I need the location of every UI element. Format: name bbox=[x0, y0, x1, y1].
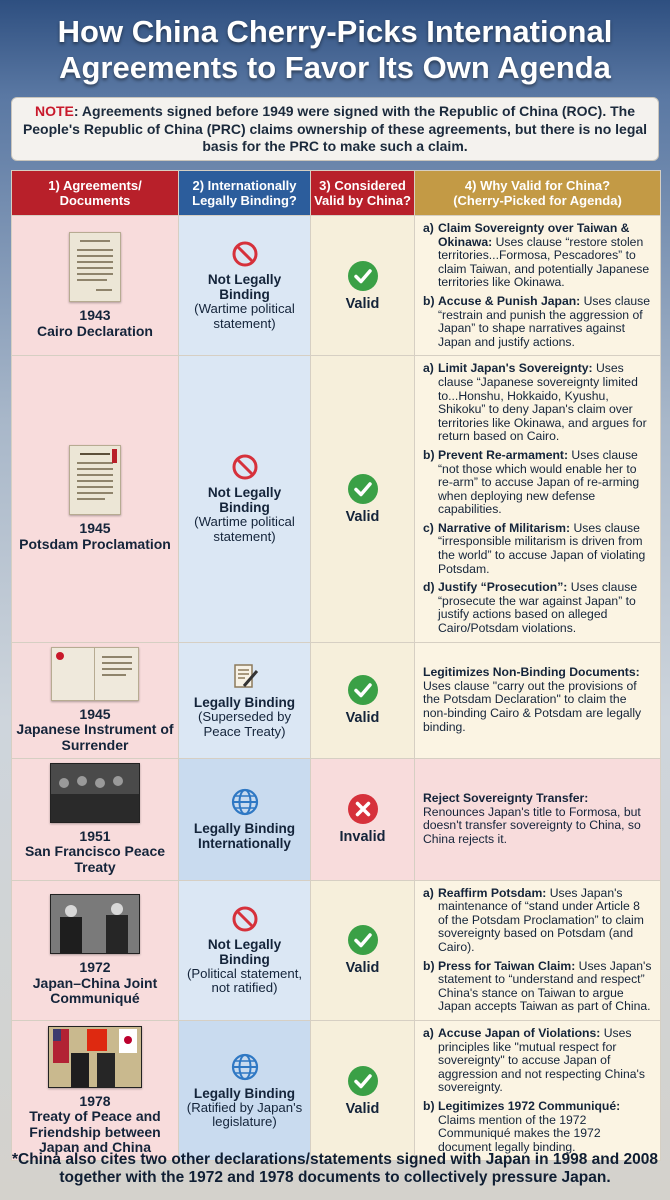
san-francisco-photo bbox=[50, 763, 140, 823]
globe-icon bbox=[230, 787, 260, 817]
prohibited-icon bbox=[231, 240, 259, 268]
legal-cell bbox=[179, 216, 311, 356]
reason-item: b) Legitimizes 1972 Communiqué: Claims mention of the 1972 Communiqué makes the 1972 document legally binding. bbox=[423, 1098, 621, 1154]
cross-icon bbox=[347, 793, 379, 825]
document-cell bbox=[12, 1020, 179, 1160]
globe-icon bbox=[230, 1052, 260, 1082]
header-legally-binding: 2) Internationally Legally Binding? bbox=[179, 171, 311, 216]
table-row bbox=[12, 642, 661, 758]
prohibited-icon bbox=[231, 905, 259, 933]
header-agreements: 1) Agreements/ Documents bbox=[12, 171, 179, 216]
reason-text: Renounces Japan's title to Formosa, but doesn't transfer sovereignty to China, so China rejects it. bbox=[423, 804, 641, 846]
check-icon bbox=[347, 674, 379, 706]
table-row bbox=[12, 216, 661, 356]
reason-cell bbox=[415, 1020, 661, 1160]
reason-heading: Legitimizes Non-Binding Documents: bbox=[423, 665, 640, 680]
reason-text: Uses clause "carry out the provisions of the Potsdam Declaration" to claim the non-binding Cairo & Potsdam are legally binding. bbox=[423, 678, 642, 734]
legal-cell bbox=[179, 356, 311, 642]
legal-status: Legally Binding bbox=[193, 1085, 296, 1101]
reason-item: a) Claim Sovereignty over Taiwan & Okinawa: Uses clause “restore stolen territories...Formosa, Pescadores” to claim Taiwan, and potentially Japanese territories like Okinawa. bbox=[423, 221, 650, 290]
reason-cell bbox=[415, 356, 661, 642]
document-year: 1945 bbox=[79, 705, 111, 722]
document-name: Cairo Declaration bbox=[37, 322, 153, 339]
reason-heading: Reject Sovereignty Transfer: bbox=[423, 790, 589, 805]
table-row bbox=[12, 880, 661, 1020]
legal-cell bbox=[179, 880, 311, 1020]
validity-cell bbox=[311, 758, 415, 880]
document-cell bbox=[12, 216, 179, 356]
reason-item: b) Prevent Re-armament: Uses clause “not those which would enable her to re-arm” to accuse Japan of re-arming when deploying new defense capabilities. bbox=[423, 447, 640, 517]
document-pen-icon bbox=[230, 661, 260, 691]
legal-cell bbox=[179, 642, 311, 758]
cairo-document-image bbox=[69, 232, 121, 302]
note-label: NOTE bbox=[34, 103, 74, 119]
legal-note: (Political statement, not ratified) bbox=[186, 965, 303, 996]
validity-label: Valid bbox=[345, 960, 380, 977]
check-icon bbox=[347, 260, 379, 292]
document-name: Potsdam Proclamation bbox=[19, 535, 171, 552]
note-box bbox=[11, 97, 659, 161]
prohibited-icon bbox=[231, 453, 259, 481]
table-row bbox=[12, 1020, 661, 1160]
legal-note: (Wartime political statement) bbox=[194, 514, 295, 544]
validity-cell bbox=[311, 356, 415, 642]
reason-cell bbox=[415, 758, 661, 880]
page-title bbox=[0, 14, 670, 86]
reason-item: c) Narrative of Militarism: Uses clause “irresponsible militarism is driven from the world” to accuse Japan of violating Potsdam. bbox=[423, 520, 646, 576]
document-year: 1978 bbox=[79, 1092, 111, 1109]
document-name: San Francisco Peace Treaty bbox=[24, 843, 166, 875]
reason-cell bbox=[415, 216, 661, 356]
header-considered-valid: 3) Considered Valid by China? bbox=[311, 171, 415, 216]
validity-cell bbox=[311, 216, 415, 356]
document-cell bbox=[12, 758, 179, 880]
agreements-table bbox=[11, 170, 661, 1161]
reason-item: a) Limit Japan's Sovereignty: Uses clause “Japanese sovereignty limited to...Honshu, Hokkaido, Kyushu, Shikoku” to deny Japan's claim over territories like Okinawa, and argues for return based on Cairo. bbox=[423, 361, 647, 444]
legal-note: (Ratified by Japan's legislature) bbox=[186, 1099, 303, 1130]
table-row bbox=[12, 758, 661, 880]
reason-cell bbox=[415, 880, 661, 1020]
legal-cell bbox=[179, 1020, 311, 1160]
validity-label: Invalid bbox=[339, 829, 386, 846]
legal-note: (Superseded by Peace Treaty) bbox=[197, 709, 292, 739]
document-cell bbox=[12, 356, 179, 642]
reason-item: a) Reaffirm Potsdam: Uses Japan's maintenance of “stand under Article 8 of the Potsdam Proclamation” to claim sovereignty based on Potsdam (and Cairo). bbox=[423, 885, 644, 954]
legal-status: Legally Binding Internationally bbox=[193, 821, 296, 852]
document-name: Japanese Instrument of Surrender bbox=[16, 721, 174, 753]
reason-item: b) Press for Taiwan Claim: Uses Japan's statement to “understand and respect” China's stance on Taiwan to argue Japan accepts Taiwan as part of China. bbox=[423, 958, 652, 1014]
legal-status: Not Legally Binding bbox=[207, 485, 282, 516]
document-cell bbox=[12, 642, 179, 758]
table-row bbox=[12, 356, 661, 642]
validity-label: Valid bbox=[345, 295, 380, 312]
footnote: *China also cites two other declarations/statements signed with Japan in 1998 and 2008 together with the 1972 and 1978 documents to collectively pressure Japan. bbox=[11, 1151, 659, 1186]
title-line-2: Agreements to Favor Its Own Agenda bbox=[59, 50, 611, 85]
surrender-document-image bbox=[51, 647, 139, 701]
validity-label: Valid bbox=[345, 508, 380, 525]
legal-cell bbox=[179, 758, 311, 880]
validity-cell bbox=[311, 1020, 415, 1160]
validity-label: Valid bbox=[345, 1100, 380, 1117]
reason-item: d) Justify “Prosecution”: Uses clause “prosecute the war against Japan” to justify actions based on alleged Cairo/Potsdam violations. bbox=[423, 580, 638, 636]
validity-cell bbox=[311, 880, 415, 1020]
legal-status: Not Legally Binding bbox=[207, 272, 282, 303]
header-why-valid: 4) Why Valid for China? (Cherry-Picked for Agenda) bbox=[415, 171, 661, 216]
check-icon bbox=[347, 924, 379, 956]
header-row bbox=[12, 171, 661, 216]
document-name: Treaty of Peace and Friendship between Japan and China bbox=[29, 1108, 161, 1156]
document-year: 1972 bbox=[79, 959, 111, 976]
note-text: : Agreements signed before 1949 were signed with the Republic of China (ROC). The People's Republic of China (PRC) claims ownership of these agreements, but there is no legal basis for the PRC to make such a claim. bbox=[22, 103, 648, 154]
document-cell bbox=[12, 880, 179, 1020]
reason-cell bbox=[415, 642, 661, 758]
check-icon bbox=[347, 1065, 379, 1097]
validity-cell bbox=[311, 642, 415, 758]
reason-item: a) Accuse Japan of Violations: Uses principles like "mutual respect for sovereignty" to accuse Japan of aggression and not respecting China's sovereignty. bbox=[423, 1025, 645, 1095]
legal-note: (Wartime political statement) bbox=[194, 301, 295, 331]
check-icon bbox=[347, 473, 379, 505]
document-year: 1945 bbox=[79, 520, 111, 537]
communique-photo bbox=[50, 894, 140, 954]
document-year: 1951 bbox=[79, 827, 111, 844]
legal-status: Legally Binding bbox=[193, 695, 296, 711]
legal-status: Not Legally Binding bbox=[207, 936, 282, 967]
treaty-1978-photo bbox=[48, 1026, 142, 1088]
title-line-1: How China Cherry-Picks International bbox=[57, 14, 613, 49]
reason-item: b) Accuse & Punish Japan: Uses clause “restrain and punish the aggression of Japan” to shape narratives against Japan and justify actions. bbox=[423, 293, 651, 349]
validity-label: Valid bbox=[345, 710, 380, 727]
potsdam-document-image bbox=[69, 445, 121, 515]
document-name: Japan–China Joint Communiqué bbox=[32, 974, 158, 1007]
document-year: 1943 bbox=[79, 307, 111, 324]
